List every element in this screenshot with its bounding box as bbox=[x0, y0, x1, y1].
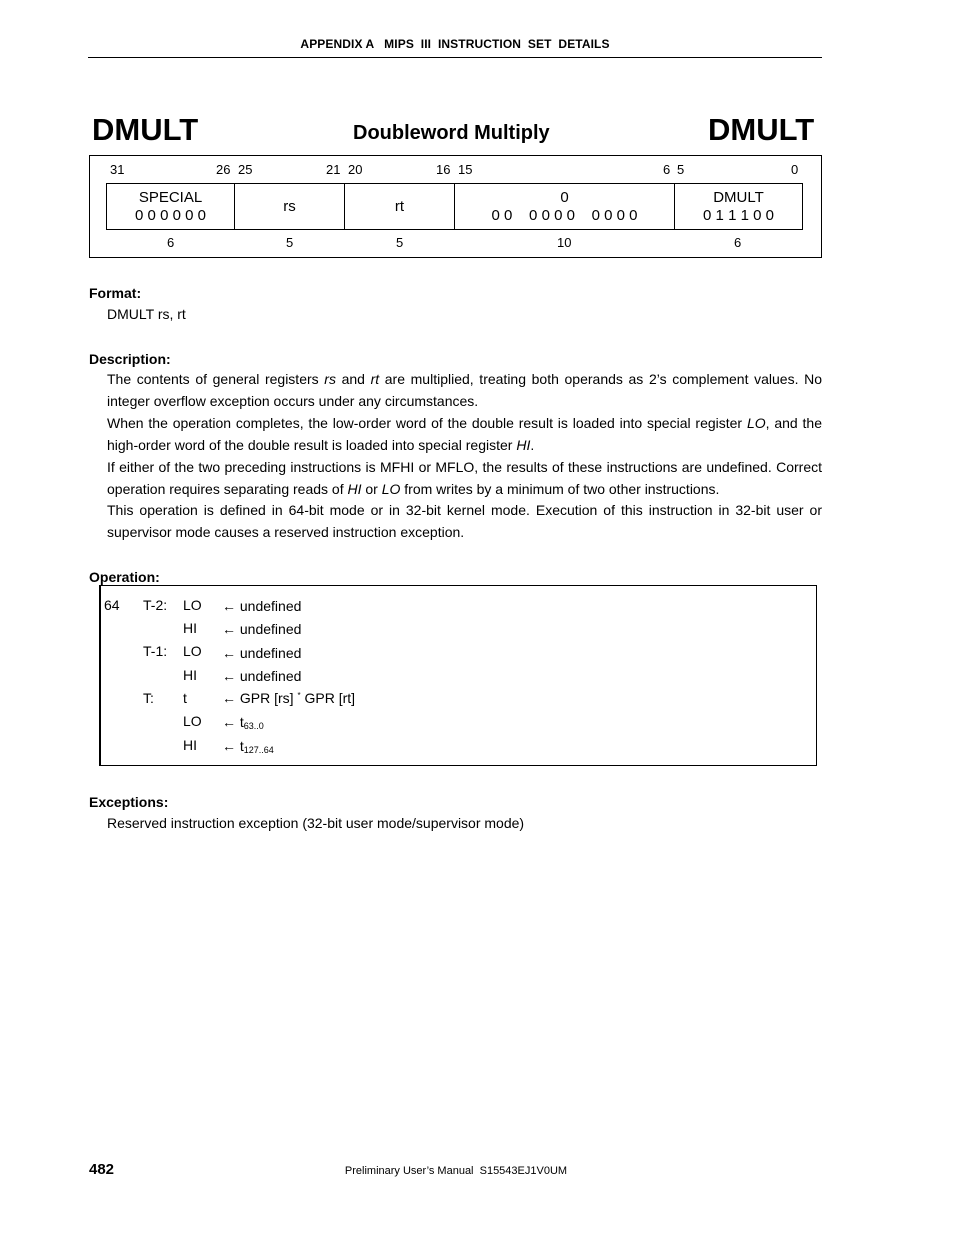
operation-time: T-1: bbox=[143, 643, 168, 659]
field-value: 0 1 1 1 0 0 bbox=[703, 206, 774, 224]
bit-number: 21 bbox=[326, 162, 341, 177]
description-paragraph: The contents of general registers rs and rt are multiplied, treating both operands as 2’s complement values. No integer overflow exception occurs under any circumstances. bbox=[107, 371, 822, 409]
field-zero bbox=[455, 184, 675, 229]
operation-dest: HI bbox=[183, 620, 197, 636]
operation-expr: ← GPR [rs] * GPR [rt] bbox=[222, 690, 356, 706]
format-heading: Format: bbox=[89, 285, 142, 301]
instruction-title: Doubleword Multiply bbox=[353, 122, 550, 144]
field-rs bbox=[235, 184, 345, 229]
mnemonic-right: DMULT bbox=[708, 112, 815, 147]
description-heading: Description: bbox=[89, 351, 171, 367]
field-value: 0 0 0 0 0 0 bbox=[135, 206, 206, 224]
field-special bbox=[107, 184, 235, 229]
bit-number: 5 bbox=[677, 162, 685, 177]
bit-number: 26 bbox=[216, 162, 231, 177]
bit-number: 16 bbox=[436, 162, 451, 177]
operation-dest: LO bbox=[183, 597, 202, 613]
bit-number: 6 bbox=[663, 162, 671, 177]
bit-number: 25 bbox=[238, 162, 253, 177]
operation-time: T: bbox=[143, 690, 154, 706]
field-name: 0 bbox=[560, 188, 569, 206]
page-number: 482 bbox=[89, 1161, 115, 1178]
description-paragraph: If either of the two preceding instructions is MFHI or MFLO, the results of these instructions are undefined. Correct operation requires separating reads of HI or LO from writes by a minimum of two other instructions. bbox=[107, 459, 822, 497]
bit-number: 0 bbox=[791, 162, 799, 177]
operation-box bbox=[99, 585, 817, 766]
operation-expr: ← undefined bbox=[222, 668, 302, 684]
operation-expr: ← $t_{127..64}$ bbox=[222, 738, 274, 755]
field-width: 6 bbox=[167, 235, 175, 250]
field-name: SPECIAL bbox=[138, 188, 203, 206]
operation-dest: LO bbox=[183, 643, 202, 659]
operation-dest: t bbox=[183, 690, 187, 706]
operation-expr: ← undefined bbox=[222, 598, 302, 614]
operation-mode: 64 bbox=[104, 597, 120, 613]
field-function bbox=[675, 184, 802, 229]
header-rule bbox=[88, 57, 822, 58]
field-rt bbox=[345, 184, 455, 229]
operation-heading: Operation: bbox=[89, 569, 160, 585]
field-width: 10 bbox=[557, 235, 572, 250]
format-text: DMULT rs, rt bbox=[107, 306, 186, 322]
field-name: rt bbox=[394, 197, 405, 215]
field-width: 5 bbox=[286, 235, 294, 250]
operation-dest: LO bbox=[183, 713, 202, 729]
bit-number: 31 bbox=[110, 162, 125, 177]
operation-dest: HI bbox=[183, 737, 197, 753]
operation-expr: ← undefined bbox=[222, 621, 302, 637]
field-value: 0 0 0 0 0 0 0 0 0 0 bbox=[491, 206, 638, 224]
encoding-fields bbox=[106, 183, 803, 230]
field-width: 6 bbox=[734, 235, 742, 250]
field-name: DMULT bbox=[713, 188, 764, 206]
bit-number: 20 bbox=[348, 162, 363, 177]
mnemonic-left: DMULT bbox=[92, 112, 199, 147]
field-name: rs bbox=[283, 197, 296, 215]
footer-manual: Preliminary User’s Manual S15543EJ1V0UM bbox=[344, 1165, 568, 1177]
operation-expr: ← undefined bbox=[222, 645, 302, 661]
field-width: 5 bbox=[396, 235, 404, 250]
exceptions-heading: Exceptions: bbox=[89, 794, 169, 810]
operation-expr: ← $t_{63..0}$ bbox=[222, 714, 264, 731]
running-header: APPENDIX A MIPS III INSTRUCTION SET DETAILS bbox=[300, 37, 610, 51]
exceptions-text: Reserved instruction exception (32-bit user mode/supervisor mode) bbox=[107, 815, 525, 831]
bit-number: 15 bbox=[458, 162, 473, 177]
description-paragraph: This operation is defined in 64-bit mode or in 32-bit kernel mode. Execution of this instruction in 32-bit user or supervisor mode causes a reserved instruction exception. bbox=[107, 502, 822, 540]
operation-time: T-2: bbox=[143, 597, 168, 613]
operation-dest: HI bbox=[183, 667, 197, 683]
description-paragraph: When the operation completes, the low-order word of the double result is loaded into special register LO, and the high-order word of the double result is loaded into special register HI. bbox=[107, 415, 822, 453]
